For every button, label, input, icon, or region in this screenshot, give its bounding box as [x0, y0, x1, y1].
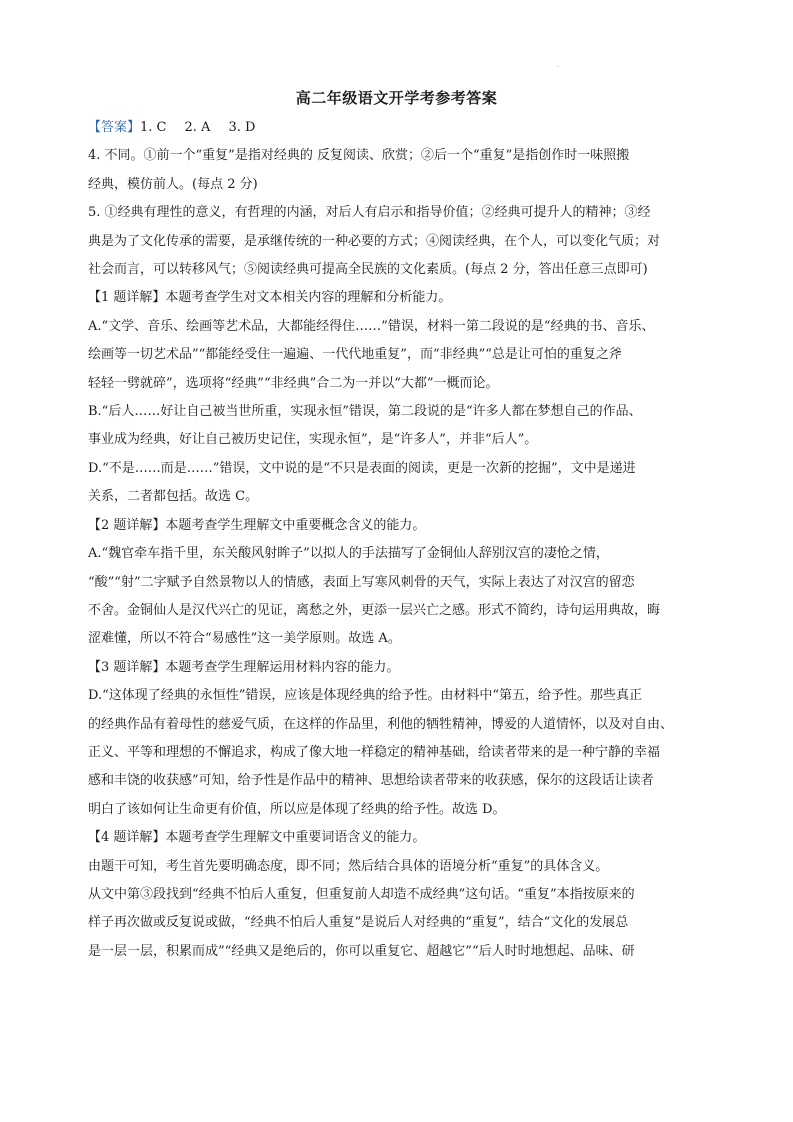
detail-2-line-2: “酸”“射”二字赋予自然景物以人的情感，表面上写寒风刺骨的天气，实际上表达了对汉宫的留恋: [88, 574, 635, 590]
detail-3-line-2: 的经典作品有着母性的慈爱气质，在这样的作品里，利他的牺牲精神，博爱的人道情怀，以及对自由、: [88, 716, 674, 732]
detail-1-a-line-1: A.“文学、音乐、绘画等艺术品，大都能经得住……”错误，材料一第二段说的是“经典的书、音乐、: [88, 318, 655, 334]
detail-1-d-line-1: D.“不是……而是……”错误，文中说的是“不只是表面的阅读，更是一次新的挖掘”，文中是递进: [88, 460, 636, 476]
page-title: 高二年级语文开学考参考答案: [295, 89, 498, 107]
page-dot: .: [557, 62, 559, 69]
detail-1-b-line-2: 事业成为经典，好让自己被历史记住，实现永恒”，是“许多人”，并非“后人”。: [88, 432, 538, 448]
detail-3-line-5: 明白了该如何让生命更有价值，所以应是体现了经典的给予性。故选 D。: [88, 801, 506, 817]
detail-2-line-4: 涩难懂，所以不符合“易感性”这一美学原则。故选 A。: [88, 631, 401, 647]
q5-line-1: 5. ①经典有理性的意义，有哲理的内涵，对后人有启示和指导价值；②经典可提升人的精神；③经: [88, 205, 651, 221]
q5-line-2: 典是为了文化传承的需要，是承继传统的一种必要的方式；④阅读经典，在个人，可以变化气质；对: [88, 233, 661, 249]
detail-1-b-line-1: B.“后人……好让自己被当世所重，实现永恒”错误，第二段说的是“许多人都在梦想自己的作品、: [88, 404, 642, 420]
detail-4-heading: 【4 题详解】本题考查学生理解文中重要词语含义的能力。: [88, 830, 426, 846]
detail-4-line-1: 由题干可知，考生首先要明确态度，即不同；然后结合具体的语境分析“重复”的具体含义。: [88, 858, 609, 874]
detail-3-heading: 【3 题详解】本题考查学生理解运用材料内容的能力。: [88, 659, 400, 675]
q5-line-3: 社会而言，可以转移风气；⑤阅读经典可提高全民族的文化素质。(每点 2 分，答出任意三点即可): [88, 262, 648, 278]
detail-1-d-line-2: 关系，二者都包括。故选 C。: [88, 489, 259, 505]
detail-3-line-3: 正义、平等和理想的不懈追求，构成了像大地一样稳定的精神基础，给读者带来的是一种宁静的幸福: [88, 744, 661, 760]
detail-2-heading: 【2 题详解】本题考查学生理解文中重要概念含义的能力。: [88, 517, 426, 533]
detail-4-line-4: 是一层一层，积累而成”“经典又是绝后的，你可以重复它、超越它”“后人时时地想起、品味、研: [88, 943, 635, 959]
document-body: [88, 114, 710, 966]
answer-2: 2. A: [184, 120, 211, 135]
detail-1-a-line-2: 绘画等一切艺术品”“都能经受住一遍遍、一代代地重复”，而“非经典”“总是让可怕的重复之斧: [88, 347, 622, 363]
detail-1-heading: 【1 题详解】本题考查学生对文本相关内容的理解和分析能力。: [88, 290, 452, 306]
detail-3-line-1: D.“这体现了经典的永恒性”错误，应该是体现经典的给予性。由材料中“第五，给予性。那些真正: [88, 688, 643, 704]
detail-2-line-3: 不舍。金铜仙人是汉代兴亡的见证，离愁之外，更添一层兴亡之感。形式不简约，诗句运用典故，晦: [88, 602, 661, 618]
detail-4-line-2: 从文中第③段找到“经典不怕后人重复，但重复前人却造不成经典”这句话。“重复”本指按原来的: [88, 886, 635, 902]
detail-2-line-1: A.“魏官牵车指千里，东关酸风射眸子”以拟人的手法描写了金铜仙人辞别汉宫的凄怆之情，: [88, 546, 609, 562]
detail-1-a-line-3: 轻轻一劈就碎”，选项将“经典”“非经典”合二为一并以“大都”一概而论。: [88, 375, 499, 391]
q4-line-2: 经典，模仿前人。(每点 2 分): [88, 176, 258, 192]
answer-line: [88, 114, 710, 142]
answer-tag: 【答案】: [88, 120, 141, 135]
detail-4-line-3: 样子再次做或反复说或做，“经典不怕后人重复”是说后人对经典的“重复”，结合“文化的发展总: [88, 915, 629, 931]
detail-3-line-4: 感和丰饶的收获感”可知，给予性是作品中的精神、思想给读者带来的收获感，保尔的这段话让读者: [88, 773, 654, 789]
answer-3: 3. D: [228, 120, 256, 135]
answer-1: 1. C: [140, 120, 167, 135]
q4-line-1: 4. 不同。①前一个“重复”是指对经典的 反复阅读、欣赏；②后一个“重复”是指创作时一味照搬: [88, 148, 630, 164]
